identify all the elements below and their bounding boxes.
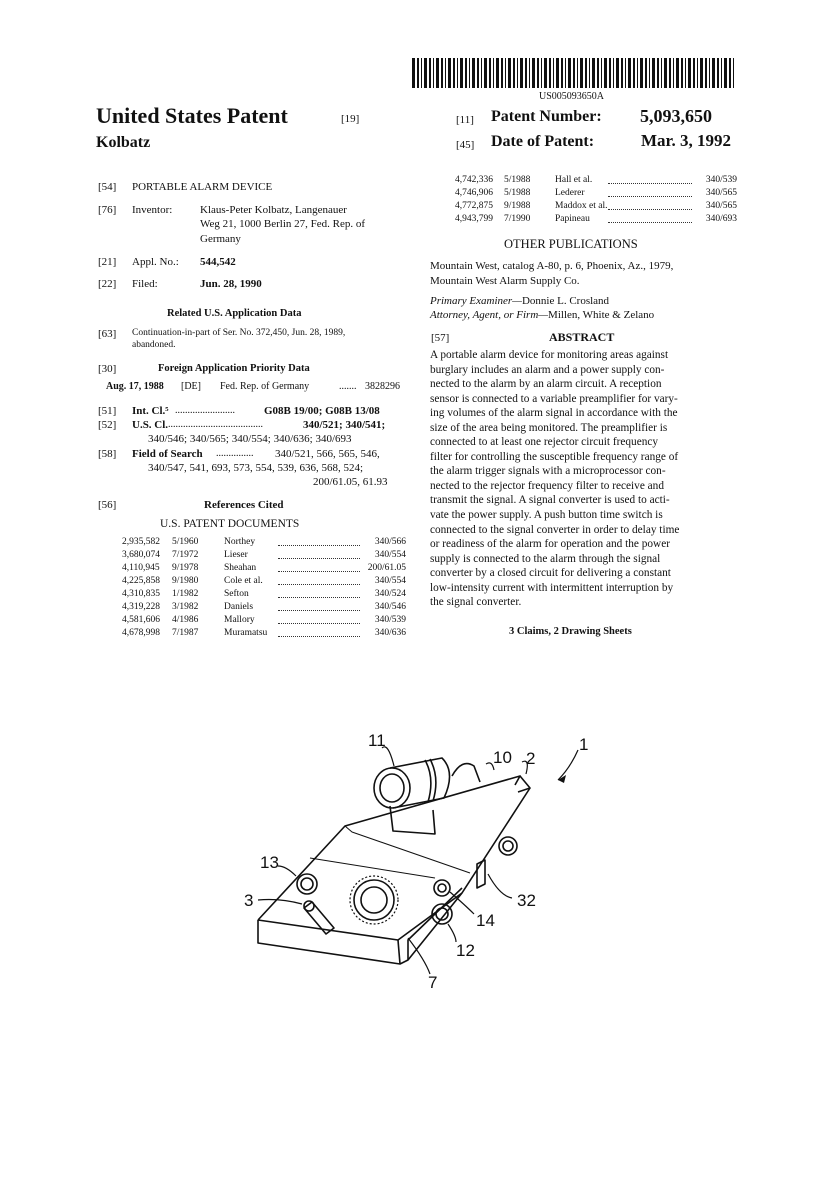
filed-date: Jun. 28, 1990 xyxy=(200,278,262,290)
barcode-bar xyxy=(568,58,571,88)
label-11: 11 xyxy=(368,731,386,750)
reference-date: 5/1988 xyxy=(504,175,531,185)
abstract-line: nected to the rejector frequency filter to receive and xyxy=(430,479,664,492)
barcode-bar xyxy=(412,58,415,88)
f30-date: Aug. 17, 1988 xyxy=(106,381,164,392)
abstract-line: supply is connected to the alarm through the signal xyxy=(430,552,661,565)
reference-row xyxy=(455,175,737,186)
patent-number-code: [11] xyxy=(456,114,474,126)
barcode-bar xyxy=(532,58,535,88)
date-code: [45] xyxy=(456,139,475,151)
reference-name: Cole et al. xyxy=(224,576,263,586)
reference-row xyxy=(122,615,406,626)
reference-cls: 340/546 xyxy=(374,602,406,612)
claims-line: 3 Claims, 2 Drawing Sheets xyxy=(509,626,632,637)
f52-dots: ...................................... xyxy=(168,419,263,430)
button-14-inner xyxy=(438,884,446,892)
abstract-line: nected to the alarm by an alarm circuit. A reception xyxy=(430,378,662,391)
barcode-bar xyxy=(688,58,691,88)
abstract-line: the signal converter. xyxy=(430,596,522,609)
reference-name: Daniels xyxy=(224,602,254,612)
reference-date: 3/1982 xyxy=(172,602,199,612)
barcode-bar xyxy=(729,58,731,88)
label-2: 2 xyxy=(526,749,536,768)
barcode-bar xyxy=(717,58,719,88)
camera-band xyxy=(425,760,431,802)
barcode-bar xyxy=(604,58,607,88)
title-code: [19] xyxy=(341,113,360,125)
examiner-value: Donnie L. Crosland xyxy=(521,295,610,307)
reference-num: 4,110,945 xyxy=(122,563,160,573)
reference-date: 9/1988 xyxy=(504,201,531,211)
reference-date: 5/1988 xyxy=(504,188,531,198)
camera-lens-inner xyxy=(380,774,404,802)
reference-row xyxy=(122,589,406,600)
reference-num: 4,581,606 xyxy=(122,615,160,625)
reference-date: 9/1980 xyxy=(172,576,199,586)
barcode xyxy=(412,58,738,90)
dial-7-inner xyxy=(361,887,387,913)
abstract-line: or readiness of the alarm for operation and the power xyxy=(430,538,670,551)
reference-name: Papineau xyxy=(555,214,590,224)
barcode-bar xyxy=(693,58,695,88)
barcode-bar xyxy=(721,58,722,88)
attorney-label: Attorney, Agent, or Firm— xyxy=(430,309,549,321)
f57-code: [57] xyxy=(431,332,450,344)
dial-7 xyxy=(354,880,394,920)
f51-label: Int. Cl.⁵ xyxy=(132,405,169,417)
f21-code: [21] xyxy=(98,256,117,268)
related-heading: Related U.S. Application Data xyxy=(167,308,302,319)
reference-name: Maddox et al. xyxy=(555,201,608,211)
f30-number: 3828296 xyxy=(365,381,400,392)
abstract-line: vate the power supply. A push button time switch is xyxy=(430,509,663,522)
patent-drawing xyxy=(230,728,610,993)
barcode-bar xyxy=(669,58,671,88)
abstract-line: ing volumes of the alarm signal in accordance with the xyxy=(430,407,678,420)
inventor-line1: Klaus-Peter Kolbatz, Langenauer xyxy=(200,204,347,216)
usdocs-heading: U.S. PATENT DOCUMENTS xyxy=(160,518,300,530)
reference-num: 4,742,336 xyxy=(455,175,493,185)
reference-row xyxy=(122,563,406,574)
reference-row xyxy=(455,214,737,225)
leader-dots xyxy=(278,628,360,637)
barcode-bar xyxy=(517,58,518,88)
barcode-bar xyxy=(537,58,539,88)
patent-number-label: Patent Number: xyxy=(491,108,602,125)
barcode-bar xyxy=(705,58,707,88)
barcode-bar xyxy=(424,58,427,88)
f30-dots: ....... xyxy=(339,381,357,392)
patent-title: United States Patent xyxy=(96,103,288,128)
barcode-bar xyxy=(724,58,727,88)
barcode-bar xyxy=(640,58,643,88)
abstract-heading: ABSTRACT xyxy=(549,330,615,344)
reference-cls: 340/539 xyxy=(374,615,406,625)
f54-code: [54] xyxy=(98,181,117,193)
button-14 xyxy=(434,880,450,896)
f58-label: Field of Search xyxy=(132,448,203,460)
f63-line2: abandoned. xyxy=(132,340,176,350)
cable xyxy=(452,764,480,782)
barcode-bar xyxy=(561,58,563,88)
abstract-line: connected to the signal converter in order to delay time xyxy=(430,523,680,536)
barcode-bar xyxy=(544,58,547,88)
leader-dots xyxy=(278,550,360,559)
leader-dots xyxy=(608,175,692,184)
f58-code: [58] xyxy=(98,448,117,460)
reference-name: Lederer xyxy=(555,188,585,198)
f58-line2: 340/547, 541, 693, 573, 554, 539, 636, 568, 524; xyxy=(148,462,364,474)
reference-num: 2,935,582 xyxy=(122,537,160,547)
reference-cls: 340/693 xyxy=(705,214,737,224)
abstract-line: the alarm trigger signals with a microprocessor con- xyxy=(430,465,666,478)
leader-dots xyxy=(278,602,360,611)
reference-num: 3,680,074 xyxy=(122,550,160,560)
label-14: 14 xyxy=(476,911,495,930)
barcode-bar xyxy=(501,58,503,88)
panel-bevel xyxy=(345,826,470,873)
barcode-bar xyxy=(661,58,662,88)
barcode-bar xyxy=(556,58,559,88)
leader-13 xyxy=(278,866,296,876)
barcode-bar xyxy=(613,58,614,88)
barcode-bar xyxy=(508,58,511,88)
barcode-bar xyxy=(460,58,463,88)
f56-code: [56] xyxy=(98,499,117,511)
barcode-bar xyxy=(609,58,611,88)
barcode-bar xyxy=(493,58,494,88)
reference-date: 7/1987 xyxy=(172,628,199,638)
patent-number: 5,093,650 xyxy=(640,106,712,126)
barcode-bar xyxy=(520,58,523,88)
barcode-bar xyxy=(529,58,530,88)
reference-cls: 340/524 xyxy=(374,589,406,599)
leader-dots xyxy=(278,576,360,585)
barcode-bar xyxy=(489,58,491,88)
reference-num: 4,943,799 xyxy=(455,214,493,224)
date-label: Date of Patent: xyxy=(491,133,595,150)
barcode-bar xyxy=(549,58,551,88)
f52-label: U.S. Cl. xyxy=(132,419,169,431)
barcode-bar xyxy=(513,58,515,88)
barcode-bar xyxy=(592,58,595,88)
barcode-bar xyxy=(633,58,635,88)
barcode-bar xyxy=(553,58,554,88)
f56-heading: References Cited xyxy=(204,499,284,511)
barcode-bar xyxy=(700,58,703,88)
label-13: 13 xyxy=(260,853,279,872)
barcode-bar xyxy=(481,58,482,88)
barcode-bar xyxy=(709,58,710,88)
label-3: 3 xyxy=(244,891,254,910)
barcode-bar xyxy=(436,58,439,88)
reference-date: 1/1982 xyxy=(172,589,199,599)
reference-num: 4,678,998 xyxy=(122,628,160,638)
f52-line2: 340/546; 340/565; 340/554; 340/636; 340/693 xyxy=(148,433,352,445)
side-knob xyxy=(499,837,517,855)
abstract-line: burglary includes an alarm and a power supply con- xyxy=(430,363,665,376)
barcode-bar xyxy=(448,58,451,88)
label-1: 1 xyxy=(579,735,589,754)
barcode-bar xyxy=(637,58,638,88)
reference-row xyxy=(455,201,737,212)
reference-cls: 340/554 xyxy=(374,576,406,586)
label-12: 12 xyxy=(456,941,475,960)
inventor-short: Kolbatz xyxy=(96,134,151,151)
barcode-bar xyxy=(441,58,443,88)
barcode-bar xyxy=(469,58,470,88)
barcode-bar xyxy=(580,58,583,88)
leader-dots xyxy=(608,214,692,223)
camera-mount xyxy=(390,806,435,834)
reference-date: 4/1986 xyxy=(172,615,199,625)
abstract-line: sensor is connected to a variable preamplifier for vary- xyxy=(430,392,678,405)
reference-num: 4,310,835 xyxy=(122,589,160,599)
barcode-bar xyxy=(577,58,578,88)
leader-32 xyxy=(488,874,512,898)
abstract-line: low-intensity current with intermittent interruption by xyxy=(430,581,674,594)
reference-cls: 340/554 xyxy=(374,550,406,560)
appl-number: 544,542 xyxy=(200,256,236,268)
abstract-line: transmit the signal. A signal converter is used to acti- xyxy=(430,494,670,507)
f30-code: [30] xyxy=(98,363,117,375)
barcode-bar xyxy=(712,58,715,88)
reference-cls: 340/565 xyxy=(705,201,737,211)
label-32: 32 xyxy=(517,891,536,910)
inventor-line3: Germany xyxy=(200,233,241,245)
barcode-bar xyxy=(625,58,626,88)
barcode-number: US005093650A xyxy=(539,91,605,102)
invention-title: PORTABLE ALARM DEVICE xyxy=(132,181,273,193)
f30-heading: Foreign Application Priority Data xyxy=(158,363,310,374)
reference-row xyxy=(122,628,406,639)
examiner-label: Primary Examiner— xyxy=(430,295,522,307)
barcode-bar xyxy=(429,58,431,88)
barcode-bar xyxy=(496,58,499,88)
barcode-bar xyxy=(652,58,655,88)
dial-7-scale xyxy=(350,876,398,924)
barcode-bar xyxy=(505,58,506,88)
side-knob-inner xyxy=(503,841,513,851)
button-13 xyxy=(297,874,317,894)
leader-1 xyxy=(558,750,578,780)
barcode-bar xyxy=(541,58,542,88)
reference-num: 4,319,228 xyxy=(122,602,160,612)
f63-code: [63] xyxy=(98,328,117,340)
barcode-bar xyxy=(681,58,683,88)
button-13-inner xyxy=(301,878,313,890)
leader-dots xyxy=(278,589,360,598)
other-pub-line2: Mountain West Alarm Supply Co. xyxy=(430,275,580,287)
reference-num: 4,225,858 xyxy=(122,576,160,586)
barcode-bar xyxy=(417,58,419,88)
f21-label: Appl. No.: xyxy=(132,256,179,268)
reference-cls: 340/636 xyxy=(374,628,406,638)
barcode-bar xyxy=(733,58,734,88)
other-pub-heading: OTHER PUBLICATIONS xyxy=(504,237,638,251)
leader-dots xyxy=(278,615,360,624)
abstract-line: converter by a closed circuit for delivering a constant xyxy=(430,567,671,580)
f58-dots: ............... xyxy=(216,448,254,459)
f51-code: [51] xyxy=(98,405,117,417)
leader-dots xyxy=(278,537,360,546)
leader-3 xyxy=(258,900,302,905)
barcode-bar xyxy=(673,58,674,88)
barcode-bar xyxy=(445,58,446,88)
barcode-bar xyxy=(645,58,647,88)
f51-dots: ........................ xyxy=(175,405,235,416)
f52-code: [52] xyxy=(98,419,117,431)
barcode-bar xyxy=(628,58,631,88)
reference-name: Northey xyxy=(224,537,256,547)
f52-value xyxy=(303,418,385,432)
f76-code: [76] xyxy=(98,204,117,216)
barcode-bar xyxy=(697,58,698,88)
reference-cls: 340/566 xyxy=(374,537,406,547)
reference-row xyxy=(122,550,406,561)
abstract-line: size of the area being monitored. The preamplifier is xyxy=(430,421,668,434)
barcode-bar xyxy=(676,58,679,88)
attorney-value: Millen, White & Zelano xyxy=(548,309,655,321)
label-7: 7 xyxy=(428,973,438,992)
reference-name: Mallory xyxy=(224,615,255,625)
barcode-bar xyxy=(472,58,475,88)
leader-dots xyxy=(608,188,692,197)
f58-line1: 340/521, 566, 565, 546, xyxy=(275,448,380,460)
attorney xyxy=(430,308,654,322)
label-10: 10 xyxy=(493,748,512,767)
reference-date: 7/1972 xyxy=(172,550,199,560)
barcode-bar xyxy=(525,58,527,88)
f63-line1: Continuation-in-part of Ser. No. 372,450, Jun. 28, 1989, xyxy=(132,328,346,338)
panel-line xyxy=(310,858,435,878)
other-pub-line1: Mountain West, catalog A-80, p. 6, Phoenix, Az., 1979, xyxy=(430,260,674,272)
leader-dots xyxy=(278,563,360,572)
reference-cls: 200/61.05 xyxy=(367,563,406,573)
reference-cls: 340/539 xyxy=(705,175,737,185)
abstract-line: connected to at least one rejector circuit frequency xyxy=(430,436,659,449)
barcode-bar xyxy=(453,58,455,88)
reference-name: Muramatsu xyxy=(224,628,268,638)
barcode-bar xyxy=(621,58,623,88)
barcode-bar xyxy=(484,58,487,88)
reference-date: 5/1960 xyxy=(172,537,199,547)
reference-num: 4,772,875 xyxy=(455,201,493,211)
f58-line3: 200/61.05, 61.93 xyxy=(313,476,388,488)
reference-name: Sheahan xyxy=(224,563,257,573)
barcode-bar xyxy=(421,58,422,88)
reference-cls: 340/565 xyxy=(705,188,737,198)
reference-name: Lieser xyxy=(224,550,248,560)
f51-value: G08B 19/00; G08B 13/08 xyxy=(264,405,380,417)
f30-country-code: [DE] xyxy=(181,381,201,392)
barcode-bar xyxy=(664,58,667,88)
camera-body xyxy=(390,758,450,808)
barcode-bar xyxy=(573,58,575,88)
f76-label: Inventor: xyxy=(132,204,173,216)
reference-row xyxy=(122,576,406,587)
leader-12 xyxy=(448,924,456,942)
barcode-bar xyxy=(657,58,659,88)
barcode-bar xyxy=(585,58,587,88)
abstract-text xyxy=(430,348,738,610)
barcode-bar xyxy=(589,58,590,88)
inventor-line2: Weg 21, 1000 Berlin 27, Fed. Rep. of xyxy=(200,218,366,230)
reference-row xyxy=(122,602,406,613)
barcode-bar xyxy=(601,58,602,88)
leader-dots xyxy=(608,201,692,210)
barcode-bar xyxy=(597,58,599,88)
f30-country: Fed. Rep. of Germany xyxy=(220,381,310,392)
reference-num: 4,746,906 xyxy=(455,188,493,198)
device-top-face xyxy=(258,776,520,920)
reference-name: Hall et al. xyxy=(555,175,593,185)
f22-label: Filed: xyxy=(132,278,158,290)
reference-row xyxy=(455,188,737,199)
barcode-bar xyxy=(465,58,467,88)
f22-code: [22] xyxy=(98,278,117,290)
barcode-bar xyxy=(685,58,686,88)
abstract-line: A portable alarm device for monitoring areas against xyxy=(430,349,669,361)
barcode-bar xyxy=(649,58,650,88)
f52-value-text: 340/521; 340/541; xyxy=(303,419,386,431)
abstract-line: filter for controlling the susceptible frequency range of xyxy=(430,450,679,463)
primary-examiner xyxy=(430,294,609,308)
device-corner xyxy=(398,940,400,964)
barcode-bar xyxy=(616,58,619,88)
barcode-bar xyxy=(457,58,458,88)
barcode-bar xyxy=(433,58,434,88)
reference-date: 9/1978 xyxy=(172,563,199,573)
reference-name: Sefton xyxy=(224,589,249,599)
barcode-bar xyxy=(565,58,566,88)
reference-row xyxy=(122,537,406,548)
reference-date: 7/1990 xyxy=(504,214,531,224)
barcode-bar xyxy=(477,58,479,88)
date-of-patent: Mar. 3, 1992 xyxy=(641,131,732,150)
